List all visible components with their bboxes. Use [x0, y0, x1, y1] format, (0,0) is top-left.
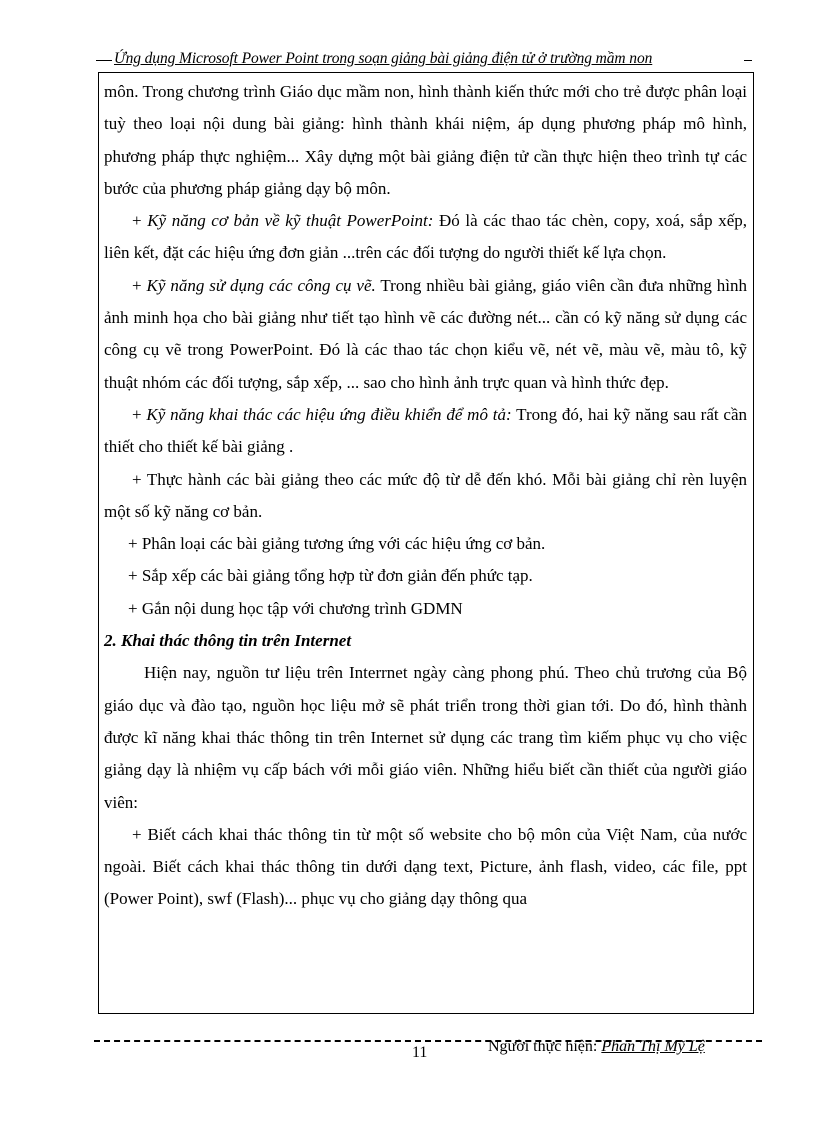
bullet-text: Trong nhiều bài giảng, giáo viên cần đưa những hình ảnh minh họa cho bài giảng như tiết tạo hình vẽ các đường nét... cần có kỹ năng sử dụng các công cụ vẽ trong PowerPoint. Đó là các thao tác chọn kiểu vẽ, nét vẽ, màu vẽ, màu tô, kỹ thuật nhóm các đối tượng, sắp xếp, ... sao cho hình ảnh trực quan và hình thức đẹp.: [104, 275, 747, 392]
section-heading: 2. Khai thác thông tin trên Internet: [104, 631, 352, 651]
bullet-prefix: +: [132, 275, 147, 295]
bullet-practice: + Thực hành các bài giảng theo các mức độ từ dễ đến khó. Mỗi bài giảng chỉ rèn luyện một số kỹ năng cơ bản.: [104, 469, 747, 521]
paragraph-intro: môn. Trong chương trình Giáo dục mầm non, hình thành kiến thức mới cho trẻ được phân loại tuỳ theo loại nội dung bài giảng: hình thành khái niệm, áp dụng phương pháp mô hình, phương pháp thực nghiệm... Xây dựng một bài giảng điện tử cần thực hiện theo trình tự các bước của phương pháp giảng dạy bộ môn.: [104, 82, 747, 198]
page-footer: [94, 1036, 762, 1066]
bullet-effects: [104, 399, 747, 464]
header-rule-right: [744, 60, 752, 61]
bullet-prefix: +: [132, 211, 148, 231]
bullet-term: Kỹ năng cơ bản về kỹ thuật PowerPoint:: [147, 211, 434, 231]
author-line: [488, 1038, 705, 1056]
bullet-text: Đó là các thao tác chèn, copy, xoá, sắp xếp, liên kết, đặt các hiệu ứng đơn giản ...trên các đối tượng do người thiết kế lựa chọn.: [104, 211, 747, 263]
author-name: Phan Thị Mỹ Lệ: [601, 1038, 705, 1055]
author-label: Người thực hiện:: [488, 1038, 598, 1055]
bullet-classify: + Phân loại các bài giảng tương ứng với các hiệu ứng cơ bản.: [128, 534, 546, 554]
bullet-term: Kỹ năng khai thác các hiệu ứng điều khiển để mô tả:: [146, 404, 512, 424]
document-body: [104, 76, 747, 916]
bullet-arrange: + Sắp xếp các bài giảng tổng hợp từ đơn giản đến phức tạp.: [128, 566, 533, 586]
bullet-drawing-tools: [104, 270, 747, 399]
bullet-term: Kỹ năng sử dụng các công cụ vẽ.: [146, 275, 376, 295]
bullet-powerpoint-skills: [104, 205, 747, 270]
header-rule-left: [96, 60, 112, 61]
bullet-prefix: +: [132, 404, 147, 424]
page-number: 11: [412, 1044, 428, 1061]
header-title: Ứng dụng Microsoft Power Point trong soạn giảng bài giảng điện tử ở trường mầm non: [114, 50, 653, 67]
page-header: [96, 50, 756, 72]
bullet-text: Trong đó, hai kỹ năng sau rất cần thiết cho thiết kế bài giảng .: [104, 404, 748, 457]
bullet-websites: + Biết cách khai thác thông tin từ một số website cho bộ môn của Việt Nam, của nước ngoài. Biết cách khai thác thông tin dưới dạng text, Picture, ảnh flash, video, các file, ppt (Power Point), swf (Flash)... phục vụ cho giảng dạy thông qua: [104, 824, 747, 909]
bullet-curriculum: + Gắn nội dung học tập với chương trình GDMN: [128, 598, 463, 618]
paragraph-internet: Hiện nay, nguồn tư liệu trên Interrnet ngày càng phong phú. Theo chủ trương của Bộ giáo dục và đào tạo, nguồn học liệu mở sẽ phát triển trong thời gian tới. Do đó, hình thành được kĩ năng khai thác thông tin trên Internet sử dụng các trang tìm kiếm phục vụ cho việc giảng dạy là nhiệm vụ cấp bách với mỗi giáo viên. Những hiểu biết cần thiết của người giáo viên:: [104, 663, 747, 812]
